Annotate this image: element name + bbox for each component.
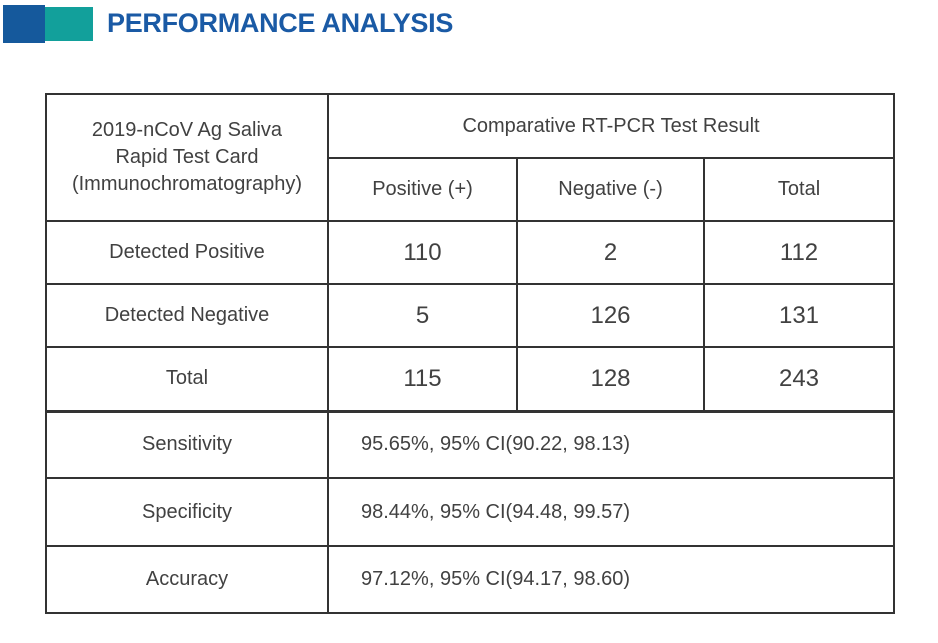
corner-line-1: 2019-nCoV Ag Saliva (91, 119, 283, 141)
specificity-value-cell: 98.44%, 95% CI(94.48, 99.57) (328, 478, 894, 546)
value-cell: 115 (328, 347, 517, 411)
page-title: PERFORMANCE ANALYSIS (107, 8, 454, 38)
sensitivity-value-cell: 95.65%, 95% CI(90.22, 98.13) (328, 411, 894, 478)
corner-header-cell (46, 94, 328, 221)
table-row-detected-positive (46, 221, 894, 284)
corner-line-2: Rapid Test Card (115, 146, 259, 168)
row-label-total: Total (46, 347, 328, 411)
accuracy-value-cell: 97.12%, 95% CI(94.17, 98.60) (328, 546, 894, 613)
comparative-header-cell: Comparative RT-PCR Test Result (328, 94, 894, 158)
performance-table (45, 93, 895, 614)
table-row-detected-negative (46, 284, 894, 347)
value-cell: 128 (517, 347, 704, 411)
table-row-accuracy (46, 546, 894, 613)
row-label-sensitivity: Sensitivity (46, 411, 328, 478)
value-cell: 131 (704, 284, 894, 347)
value-cell: 5 (328, 284, 517, 347)
row-label-detected-positive: Detected Positive (46, 221, 328, 284)
logo-square-blue (3, 5, 45, 43)
value-cell: 110 (328, 221, 517, 284)
table-row-comparative-header (46, 94, 894, 158)
col-header-total: Total (704, 158, 894, 221)
table-row-specificity (46, 478, 894, 546)
value-cell: 243 (704, 347, 894, 411)
value-cell: 2 (517, 221, 704, 284)
logo-square-teal (45, 7, 93, 41)
col-header-positive: Positive (+) (328, 158, 517, 221)
row-label-detected-negative: Detected Negative (46, 284, 328, 347)
col-header-negative: Negative (-) (517, 158, 704, 221)
row-label-accuracy: Accuracy (46, 546, 328, 613)
table-row-total (46, 347, 894, 411)
value-cell: 126 (517, 284, 704, 347)
corner-line-3: (Immunochromatography) (71, 173, 303, 195)
value-cell: 112 (704, 221, 894, 284)
table-row-sensitivity (46, 411, 894, 478)
row-label-specificity: Specificity (46, 478, 328, 546)
